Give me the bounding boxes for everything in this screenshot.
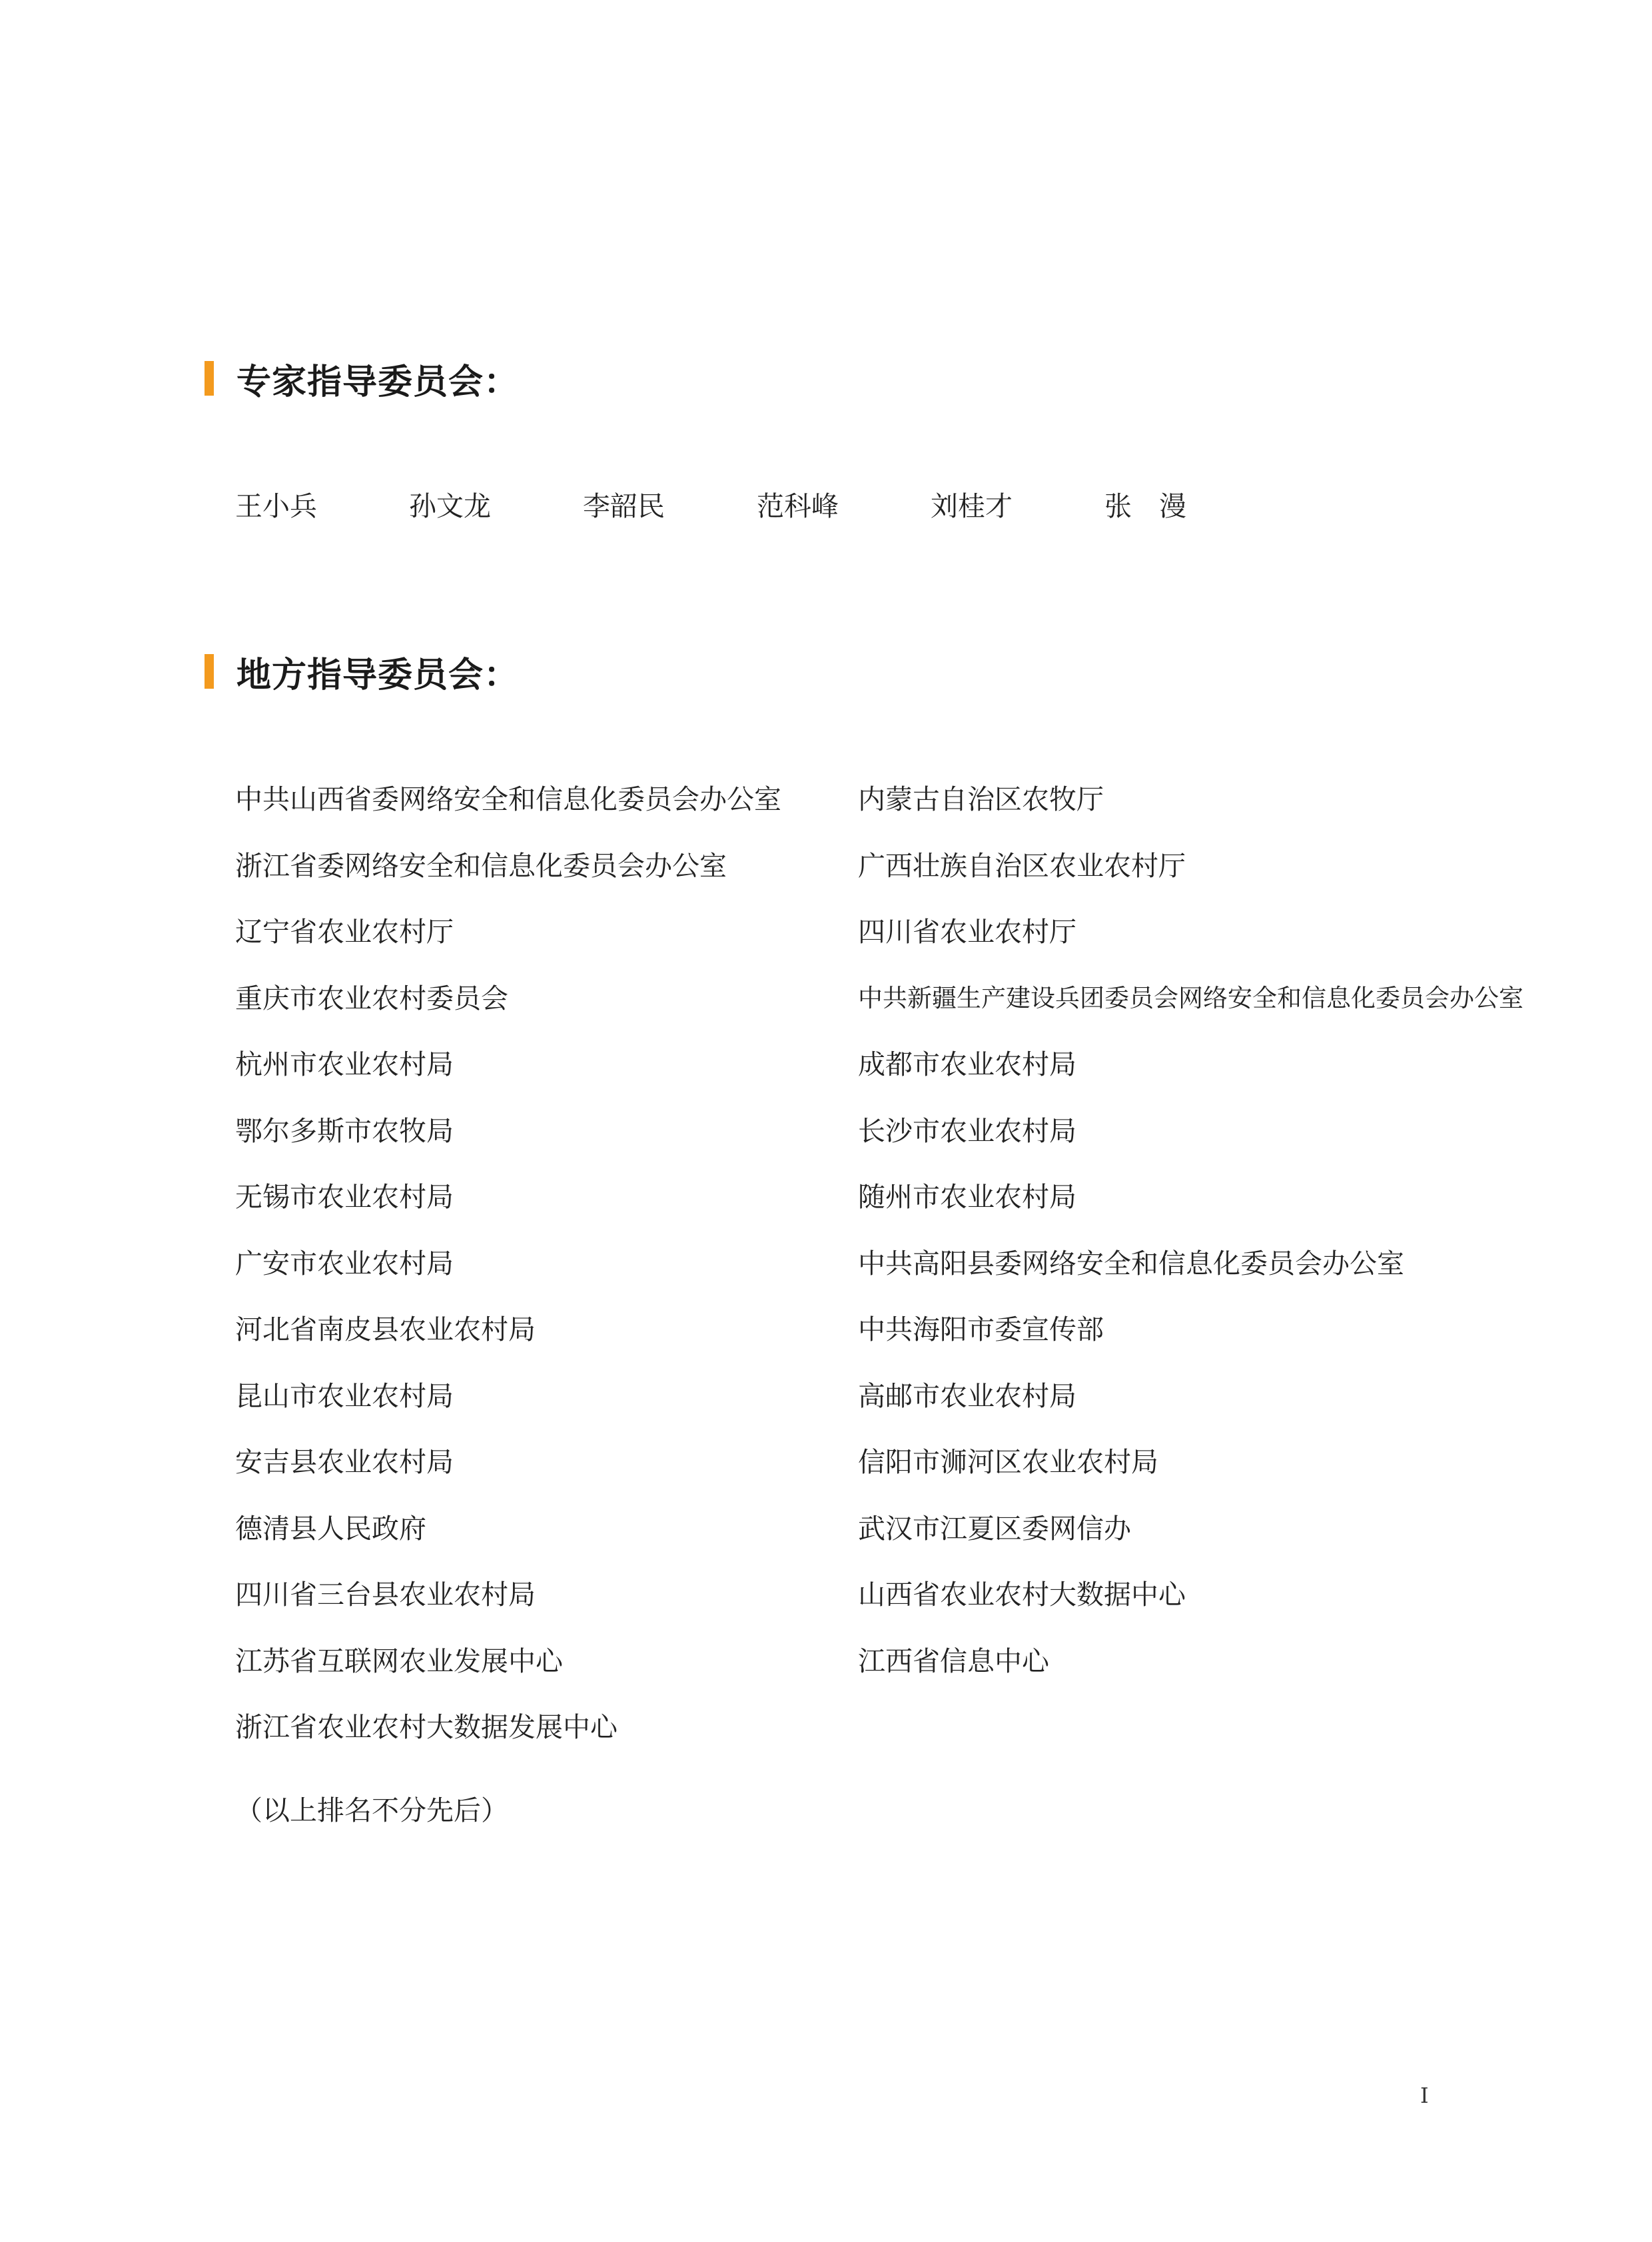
org-item: 安吉县农业农村局 (235, 1446, 454, 1478)
local-committee-heading (205, 651, 520, 695)
expert-committee-title: 专家指导委员会： (236, 362, 520, 402)
org-item: 中共高阳县委网络安全和信息化委员会办公室 (858, 1247, 1404, 1280)
org-item: 长沙市农业农村局 (858, 1114, 1076, 1147)
org-item: 四川省农业农村厅 (858, 916, 1076, 948)
expert-member: 王小兵 (235, 490, 317, 522)
expert-member: 刘桂才 (931, 490, 1013, 522)
org-item: 随州市农业农村局 (858, 1181, 1076, 1213)
org-item: 德清县人民政府 (235, 1512, 426, 1545)
org-item: 武汉市江夏区委网信办 (858, 1512, 1131, 1545)
org-item: 信阳市浉河区农业农村局 (858, 1446, 1158, 1478)
org-item: 鄂尔多斯市农牧局 (235, 1114, 454, 1147)
org-item: 河北省南皮县农业农村局 (235, 1313, 536, 1345)
org-item: 中共海阳市委宣传部 (858, 1313, 1104, 1345)
org-item: 杭州市农业农村局 (235, 1048, 454, 1080)
heading-accent-bar (205, 361, 214, 396)
org-item: 江苏省互联网农业发展中心 (235, 1645, 563, 1677)
org-item: 重庆市农业农村委员会 (235, 982, 508, 1014)
expert-member: 李韶民 (583, 490, 665, 522)
org-list-right (858, 779, 1523, 1707)
org-item: 成都市农业农村局 (858, 1048, 1076, 1080)
org-item: 浙江省农业农村大数据发展中心 (235, 1711, 618, 1743)
org-item: 四川省三台县农业农村局 (235, 1579, 536, 1611)
org-list-left (235, 779, 781, 1774)
expert-committee-heading (205, 358, 520, 402)
local-committee-title: 地方指导委员会： (236, 655, 520, 695)
org-item: 中共山西省委网络安全和信息化委员会办公室 (235, 783, 781, 815)
org-item: 江西省信息中心 (858, 1645, 1049, 1677)
page-number: I (1420, 2083, 1429, 2108)
org-item: 广西壮族自治区农业农村厅 (858, 849, 1186, 882)
org-item: 辽宁省农业农村厅 (235, 916, 454, 948)
org-item: 无锡市农业农村局 (235, 1181, 454, 1213)
org-item: 内蒙古自治区农牧厅 (858, 783, 1104, 815)
org-item: 广安市农业农村局 (235, 1247, 454, 1280)
ranking-note: （以上排名不分先后） (235, 1794, 508, 1826)
expert-member: 范科峰 (757, 490, 839, 522)
expert-member: 孙文龙 (409, 490, 491, 522)
org-item: 中共新疆生产建设兵团委员会网络安全和信息化委员会办公室 (858, 983, 1523, 1012)
org-item: 山西省农业农村大数据中心 (858, 1579, 1186, 1611)
org-item: 昆山市农业农村局 (235, 1379, 454, 1412)
expert-member: 张 漫 (1104, 490, 1186, 522)
org-item: 浙江省委网络安全和信息化委员会办公室 (235, 849, 727, 882)
org-item: 高邮市农业农村局 (858, 1379, 1076, 1412)
heading-accent-bar (205, 654, 214, 689)
